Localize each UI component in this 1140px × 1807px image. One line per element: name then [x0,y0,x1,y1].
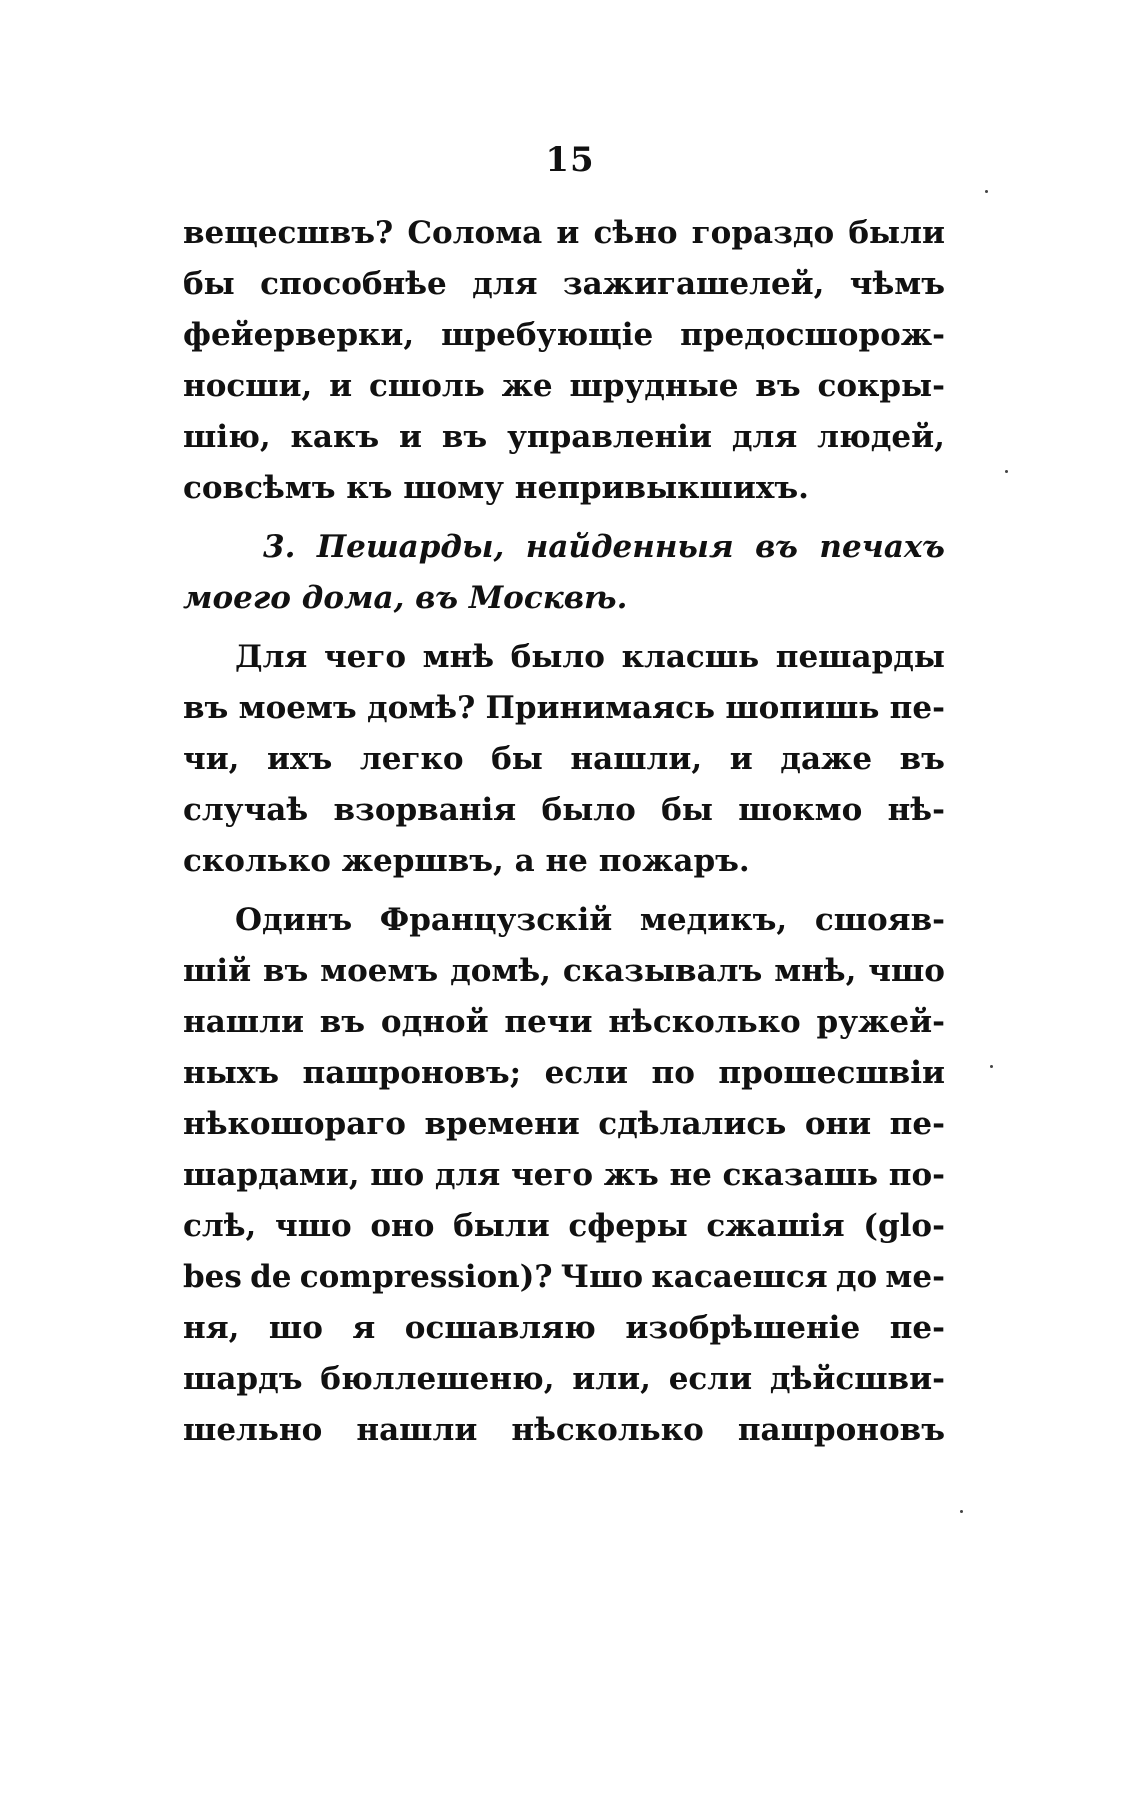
section-heading [183,522,945,624]
word: было [510,639,605,675]
word: чи, [183,741,240,777]
word: сокры- [817,368,945,404]
page-number: 15 [545,140,595,180]
word: бы [491,741,543,777]
word: или, [572,1361,651,1397]
word: же [501,368,553,404]
word: въ [183,690,229,726]
word: шокмо [738,792,863,828]
word: зажигашелей, [562,266,825,302]
word: по [651,1055,695,1091]
word: гораздо [691,215,835,251]
paragraph [183,208,945,514]
word: Солома [407,215,543,251]
word: пе- [889,1106,945,1142]
word: времени [424,1106,580,1142]
word: изобрѣшеніе [625,1310,861,1346]
word: легко [359,741,464,777]
text-line [183,310,945,361]
text-line [183,895,945,946]
word: моемъ [238,690,357,726]
word: управленіи [507,419,712,455]
word: de [250,1259,292,1295]
word: въ [755,368,801,404]
word: чшо [868,953,945,989]
word: шельно [183,1412,323,1448]
word: въ [441,419,488,455]
word: ныхъ [183,1055,280,1091]
word: и [556,215,580,251]
text-line: моего дома, въ Москвѣ. [183,580,628,616]
word: шію, [183,419,271,455]
word: оно [370,1208,435,1244]
word: сжашія [706,1208,845,1244]
text-line [183,1405,945,1456]
word: касаешся [651,1259,828,1295]
word: даже [780,741,873,777]
text-line [183,785,945,836]
paragraph [183,632,945,887]
word: compression)? [299,1259,553,1295]
word: сшояв- [814,902,945,938]
word: Французскій [379,902,613,938]
scan-speck [1005,470,1008,473]
word: въ [262,953,309,989]
word: въ [755,529,798,565]
word: способнѣе [260,266,447,302]
word: пе- [889,1310,945,1346]
scan-speck [990,1065,993,1068]
word: нашли [183,1004,304,1040]
word: Принимаясь [485,690,716,726]
word: взорванія [333,792,517,828]
word: (glo- [863,1208,945,1244]
paragraph [183,895,945,1456]
word: предосшорож- [680,317,945,353]
body-text [183,208,945,1456]
text-line [183,1099,945,1150]
word: прошесшвіи [718,1055,945,1091]
word: шардъ [183,1361,303,1397]
text-line [183,1201,945,1252]
word: если [668,1361,753,1397]
word: пешарды [775,639,945,675]
word: носши, [183,368,313,404]
word: слѣ, [183,1208,257,1244]
word: бы [661,792,713,828]
text-line [183,208,945,259]
word: были [848,215,945,251]
word: ружей- [816,1004,945,1040]
word: дѣйсшви- [769,1361,945,1397]
word: не [669,1157,712,1193]
word: чего [510,1157,594,1193]
word: нашли [356,1412,478,1448]
word: нѣсколько [511,1412,704,1448]
word: шардами, [183,1157,360,1193]
word: моемъ [320,953,439,989]
word: 3. [263,529,296,565]
word: мнѣ, [774,953,857,989]
text-line [183,412,945,463]
word: нѣсколько [608,1004,801,1040]
word: шребующіе [441,317,654,353]
word: по- [888,1157,945,1193]
word: шій [183,953,252,989]
word: они [804,1106,872,1142]
text-line [183,632,945,683]
word: людей, [817,419,945,455]
word: найденныя [525,529,734,565]
word: сферы [568,1208,688,1244]
word: какъ [290,419,380,455]
word: случаѣ [183,792,309,828]
word: ме- [885,1259,945,1295]
scan-speck [960,1510,963,1513]
word: чѣмъ [849,266,945,302]
text-line [183,259,945,310]
text-line: сколько жершвъ, а не пожаръ. [183,843,750,879]
word: чшо [275,1208,352,1244]
word: было [541,792,636,828]
word: вещесшвъ? [183,215,394,251]
word: въ [319,1004,366,1040]
word: домѣ? [367,690,476,726]
word: bes [183,1259,242,1295]
word: нѣ- [887,792,945,828]
word: домѣ, [450,953,551,989]
word: и [729,741,753,777]
word: мнѣ [422,639,495,675]
word: шо [370,1157,425,1193]
text-line: совсѣмъ къ шому непривыкшихъ. [183,470,809,506]
word: чего [323,639,407,675]
word: шопишь [725,690,880,726]
word: Одинъ [235,902,353,938]
word: если [544,1055,629,1091]
word: Пешарды, [316,529,505,565]
word: сѣно [593,215,678,251]
text-line [183,1252,945,1303]
word: ихъ [267,741,333,777]
word: Для [235,639,308,675]
text-line [183,522,945,573]
word: и [329,368,353,404]
text-line [183,361,945,412]
word: жъ [603,1157,659,1193]
word: бюллешеню, [320,1361,555,1397]
word: сдѣлались [598,1106,787,1142]
word: пе- [889,690,945,726]
text-line [183,1354,945,1405]
word: были [453,1208,550,1244]
word: пашроновъ; [302,1055,522,1091]
word: нашли, [570,741,703,777]
text-line [183,1048,945,1099]
word: медикъ, [639,902,788,938]
word: нѣкошораго [183,1106,406,1142]
text-line [183,997,945,1048]
word: шрудные [569,368,739,404]
word: для [731,419,798,455]
word: сказывалъ [562,953,763,989]
word: для [434,1157,501,1193]
word: печахъ [819,529,945,565]
word: и [399,419,423,455]
word: осшавляю [404,1310,596,1346]
scan-speck [985,190,988,193]
word: шо [268,1310,323,1346]
word: я [352,1310,376,1346]
text-line [183,1303,945,1354]
word: фейерверки, [183,317,415,353]
text-line [183,946,945,997]
word: одной [380,1004,489,1040]
text-line [183,734,945,785]
word: для [472,266,538,302]
word: сшоль [369,368,485,404]
text-line [183,1150,945,1201]
text-line [183,683,945,734]
word: ня, [183,1310,240,1346]
word: въ [899,741,945,777]
word: бы [183,266,235,302]
word: сказашь [722,1157,879,1193]
word: пашроновъ [737,1412,945,1448]
word: класшь [621,639,760,675]
word: до [835,1259,878,1295]
word: печи [504,1004,593,1040]
word: Чшо [560,1259,644,1295]
